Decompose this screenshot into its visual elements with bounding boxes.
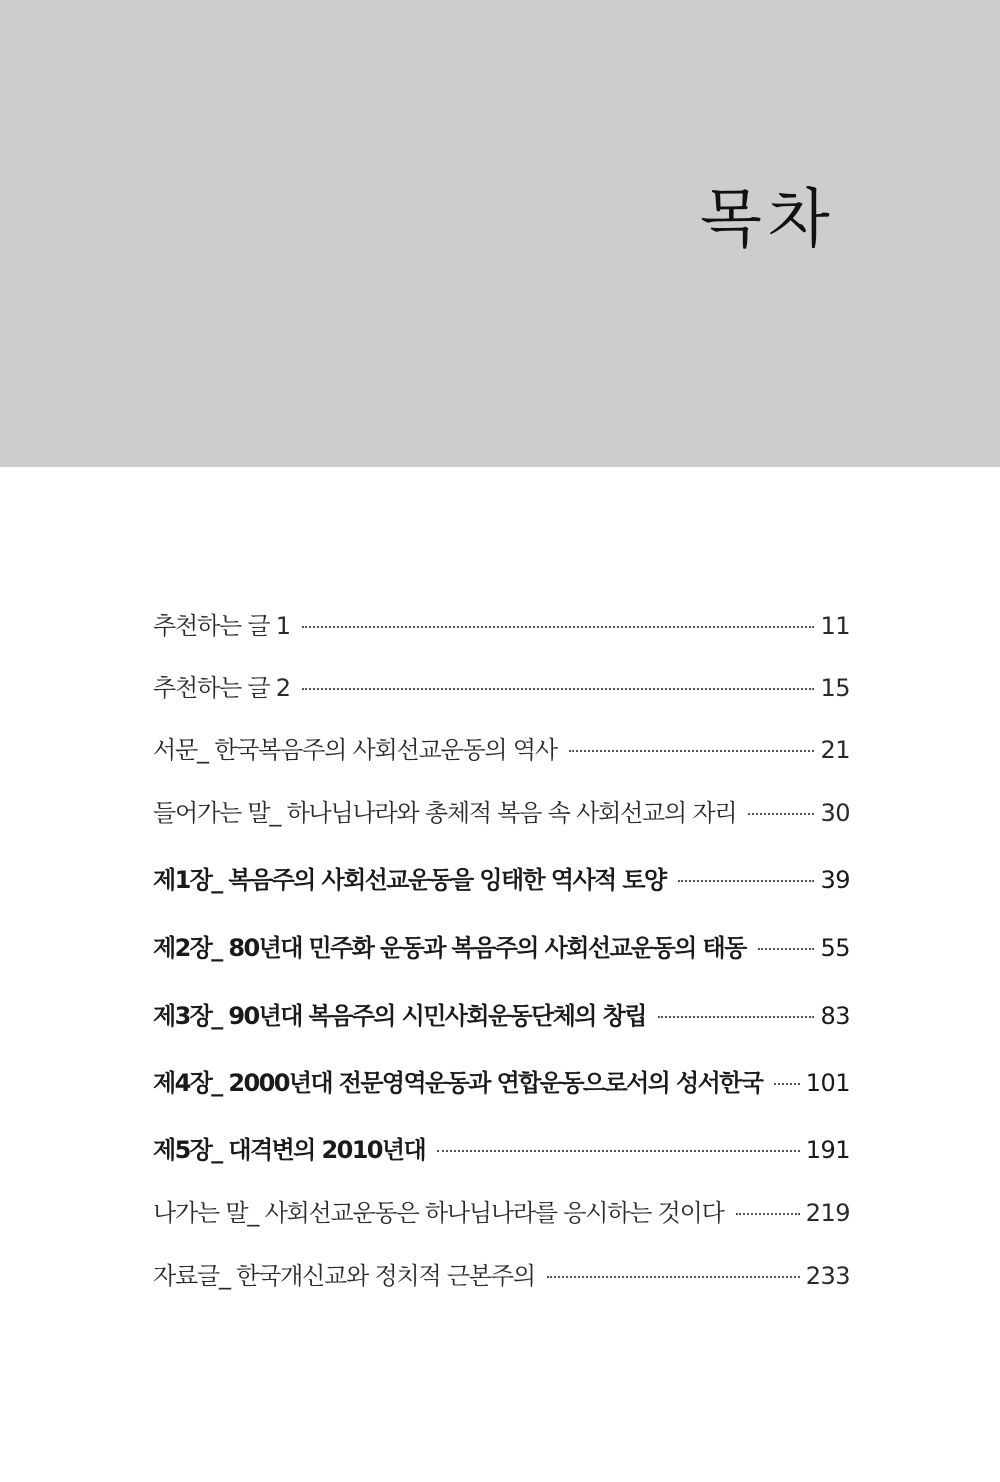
toc-entry[interactable]	[153, 1193, 850, 1256]
toc-entry-label: 제4장_ 2000년대 전문영역운동과 연합운동으로서의 성서한국	[153, 1069, 763, 1097]
toc-entry-label: 나가는 말_ 사회선교운동은 하나님나라를 응시하는 것이다	[153, 1199, 724, 1227]
toc-chapter-entry[interactable]	[153, 1063, 850, 1130]
dot-leader	[569, 750, 815, 752]
toc-entry-label: 추천하는 글 2	[153, 674, 290, 702]
toc-chapter-entry[interactable]	[153, 1130, 850, 1193]
toc-entry-page: 39	[820, 866, 850, 894]
toc-entry-page: 21	[820, 736, 850, 764]
toc-entry-page: 11	[820, 612, 850, 640]
toc-entry[interactable]	[153, 1256, 850, 1318]
dot-leader	[658, 1016, 815, 1018]
page-title: 목차	[700, 183, 836, 257]
toc-entry-label: 제2장_ 80년대 민주화 운동과 복음주의 사회선교운동의 태동	[153, 934, 746, 962]
dot-leader	[774, 1083, 799, 1085]
toc-entry-page: 55	[820, 934, 850, 962]
toc-entry[interactable]	[153, 668, 850, 730]
toc-entry-label: 제5장_ 대격변의 2010년대	[153, 1136, 426, 1164]
dot-leader	[437, 1150, 800, 1152]
toc-entry-page: 219	[805, 1199, 850, 1227]
header-band	[0, 0, 1000, 467]
dot-leader	[736, 1213, 800, 1215]
toc-entry[interactable]	[153, 730, 850, 793]
toc-entry-page: 233	[805, 1262, 850, 1290]
toc-entry-label: 제1장_ 복음주의 사회선교운동을 잉태한 역사적 토양	[153, 866, 666, 894]
dot-leader	[302, 688, 815, 690]
toc-chapter-entry[interactable]	[153, 928, 850, 996]
toc-entry-label: 추천하는 글 1	[153, 612, 290, 640]
toc-entry-label: 자료글_ 한국개신교와 정치적 근본주의	[153, 1262, 535, 1290]
table-of-contents	[153, 606, 850, 1318]
toc-entry[interactable]	[153, 793, 850, 860]
dot-leader	[678, 880, 815, 882]
toc-entry[interactable]	[153, 606, 850, 668]
toc-entry-page: 101	[805, 1069, 850, 1097]
dot-leader	[547, 1276, 800, 1278]
toc-entry-page: 15	[820, 674, 850, 702]
toc-chapter-entry[interactable]	[153, 860, 850, 928]
toc-entry-label: 제3장_ 90년대 복음주의 시민사회운동단체의 창립	[153, 1002, 646, 1030]
toc-chapter-entry[interactable]	[153, 996, 850, 1063]
dot-leader	[302, 626, 815, 628]
dot-leader	[758, 948, 815, 950]
toc-entry-page: 191	[805, 1136, 850, 1164]
toc-entry-label: 서문_ 한국복음주의 사회선교운동의 역사	[153, 736, 557, 764]
toc-entry-label: 들어가는 말_ 하나님나라와 총체적 복음 속 사회선교의 자리	[153, 799, 737, 827]
toc-entry-page: 30	[820, 799, 850, 827]
dot-leader	[748, 813, 814, 815]
toc-entry-page: 83	[820, 1002, 850, 1030]
